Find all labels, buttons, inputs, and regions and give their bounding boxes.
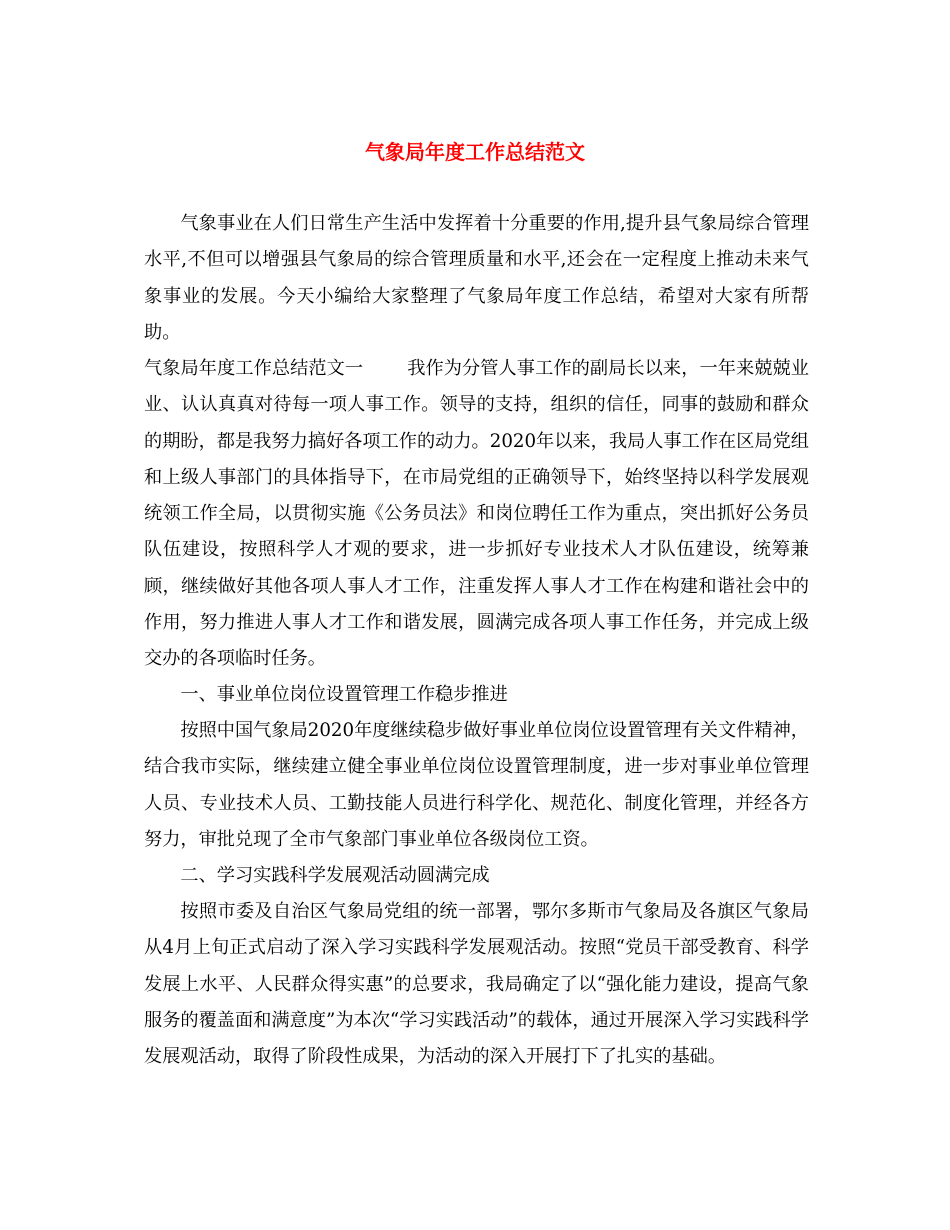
sample-one-label: 气象局年度工作总结范文一	[144, 358, 364, 379]
section-one-heading: 一、事业单位岗位设置管理工作稳步推进	[180, 684, 508, 705]
section-one-body: 按照中国气象局2020年度继续稳步做好事业单位岗位设置管理有关文件精神，结合我市实际，继续建立健全事业单位岗位设置管理制度，进一步对事业单位管理人员、专业技术人员、工勤技能人员进行科学化、规范化、制度化管理，并经各方努力，审批兑现了全市气象部门事业单位各级岗位工资。	[144, 720, 809, 850]
section-two-heading: 二、学习实践科学发展观活动圆满完成	[180, 865, 490, 886]
section-two-body: 按照市委及自治区气象局党组的统一部署，鄂尔多斯市气象局及各旗区气象局从4月上旬正式启动了深入学习实践科学发展观活动。按照“党员干部受教育、科学发展上水平、人民群众得实惠”的总要求，我局确定了以“强化能力建设，提高气象服务的覆盖面和满意度”为本次“学习实践活动”的载体，通过开展深入学习实践科学发展观活动，取得了阶段性成果，为活动的深入开展打下了扎实的基础。	[144, 901, 809, 1068]
sample-one-paragraph	[144, 351, 809, 678]
intro-paragraph: 气象事业在人们日常生产生活中发挥着十分重要的作用,提升县气象局综合管理水平,不但可以增强县气象局的综合管理质量和水平,还会在一定程度上推动未来气象事业的发展。今天小编给大家整理了气象局年度工作总结，希望对大家有所帮助。	[144, 213, 809, 343]
document-title: 气象局年度工作总结范文	[365, 140, 585, 164]
sample-one-body: 我作为分管人事工作的副局长以来，一年来兢兢业业、认认真真对待每一项人事工作。领导的支持，组织的信任，同事的鼓励和群众的期盼，都是我努力搞好各项工作的动力。2020年以来，我局人事工作在区局党组和上级人事部门的具体指导下，在市局党组的正确领导下，始终坚持以科学发展观统领工作全局，以贯彻实施《公务员法》和岗位聘任工作为重点，突出抓好公务员队伍建设，按照科学人才观的要求，进一步抓好专业技术人才队伍建设，统筹兼顾，继续做好其他各项人事人才工作，注重发挥人事人才工作在构建和谐社会中的作用，努力推进人事人才工作和谐发展，圆满完成各项人事工作任务，并完成上级交办的各项临时任务。	[144, 358, 809, 670]
